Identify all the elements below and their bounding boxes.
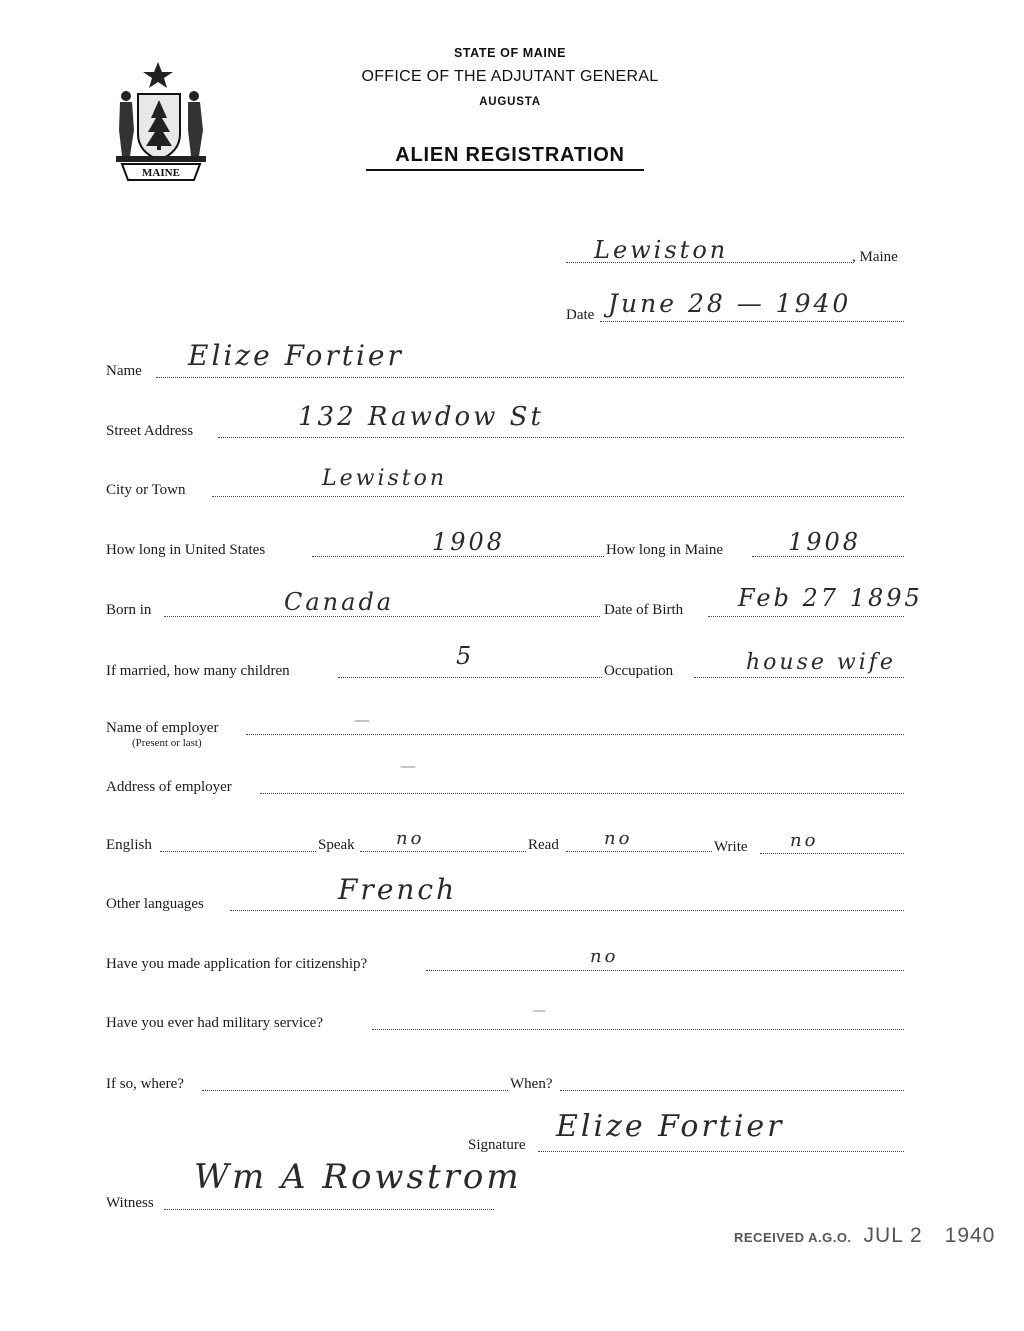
city-value: Lewiston [322,466,448,491]
title-underline [366,169,644,171]
employer-address-dotted-line [260,793,904,794]
write-dotted-line [760,853,904,854]
us-years-value: 1908 [432,528,506,556]
city-heading: AUGUSTA [479,96,541,108]
citizenship-dotted-line [426,970,904,971]
born-in-label: Born in [106,602,152,618]
where-dotted-line [202,1090,508,1091]
military-label: Have you ever had military service? [106,1015,323,1031]
witness-label: Witness [106,1195,154,1211]
write-value: no [790,830,819,851]
military-value: — [532,1003,549,1019]
date-label: Date [566,307,595,323]
other-languages-dotted-line [230,910,904,911]
other-languages-value: French [338,873,458,906]
signature-value: Elize Fortier [556,1109,785,1144]
speak-value: no [396,828,425,849]
occupation-value: house wife [746,650,896,675]
english-dotted-line [160,851,316,852]
us-years-dotted-line [312,556,604,557]
us-years-label: How long in United States [106,542,266,558]
when-dotted-line [560,1090,904,1091]
born-in-dotted-line [164,616,600,617]
city-label: City or Town [106,482,186,498]
citizenship-value: no [590,946,619,967]
place-state-label: , Maine [852,249,898,265]
name-dotted-line [156,377,904,378]
read-value: no [604,828,633,849]
dob-label: Date of Birth [604,602,684,618]
maine-years-dotted-line [752,556,904,557]
dob-dotted-line [708,616,904,617]
children-dotted-line [338,677,602,678]
maine-years-label: How long in Maine [606,542,724,558]
speak-dotted-line [360,851,526,852]
name-label: Name [106,363,142,379]
stamp-received-text: RECEIVED A.G.O. [734,1230,852,1245]
children-label: If married, how many children [106,663,290,679]
street-label: Street Address [106,423,194,439]
name-value: Elize Fortier [188,339,404,372]
state-heading: STATE OF MAINE [453,46,567,60]
office-heading: OFFICE OF THE ADJUTANT GENERAL [361,68,659,85]
other-languages-label: Other languages [106,896,204,912]
read-dotted-line [566,851,712,852]
citizenship-label: Have you made application for citizenship? [106,956,368,972]
signature-label: Signature [468,1137,526,1153]
witness-value: Wm A Rowstrom [194,1157,522,1197]
stamp-year-text: 1940 [944,1224,996,1247]
employer-sublabel: (Present or last) [132,737,202,749]
maine-seal-icon [108,60,214,182]
employer-label: Name of employer [106,720,219,736]
write-label: Write [714,839,748,855]
occupation-dotted-line [694,677,904,678]
maine-years-value: 1908 [788,528,862,556]
dob-value: Feb 27 1895 [738,584,923,612]
speak-label: Speak [318,837,355,853]
signature-dotted-line [538,1151,904,1152]
street-value: 132 Rawdow St [298,402,544,432]
date-value: June 28 — 1940 [608,289,852,318]
stamp-date-text: JUL 2 [863,1224,923,1247]
witness-dotted-line [164,1209,494,1210]
form-title: ALIEN REGISTRATION [395,144,625,166]
employer-address-label: Address of employer [106,779,232,795]
employer-address-value: — [400,756,419,775]
english-label: English [106,837,152,853]
date-dotted-line [600,321,904,322]
children-value: 5 [456,642,475,670]
when-label: When? [510,1076,553,1092]
born-in-value: Canada [284,588,395,616]
occupation-label: Occupation [604,663,674,679]
military-dotted-line [372,1029,904,1030]
seal-banner-text: MAINE [142,167,180,179]
street-dotted-line [218,437,904,438]
read-label: Read [528,837,559,853]
place-value: Lewiston [594,236,729,264]
employer-value: — [354,710,373,729]
employer-dotted-line [246,734,904,735]
received-stamp [734,1224,995,1248]
city-dotted-line [212,496,904,497]
where-label: If so, where? [106,1076,184,1092]
